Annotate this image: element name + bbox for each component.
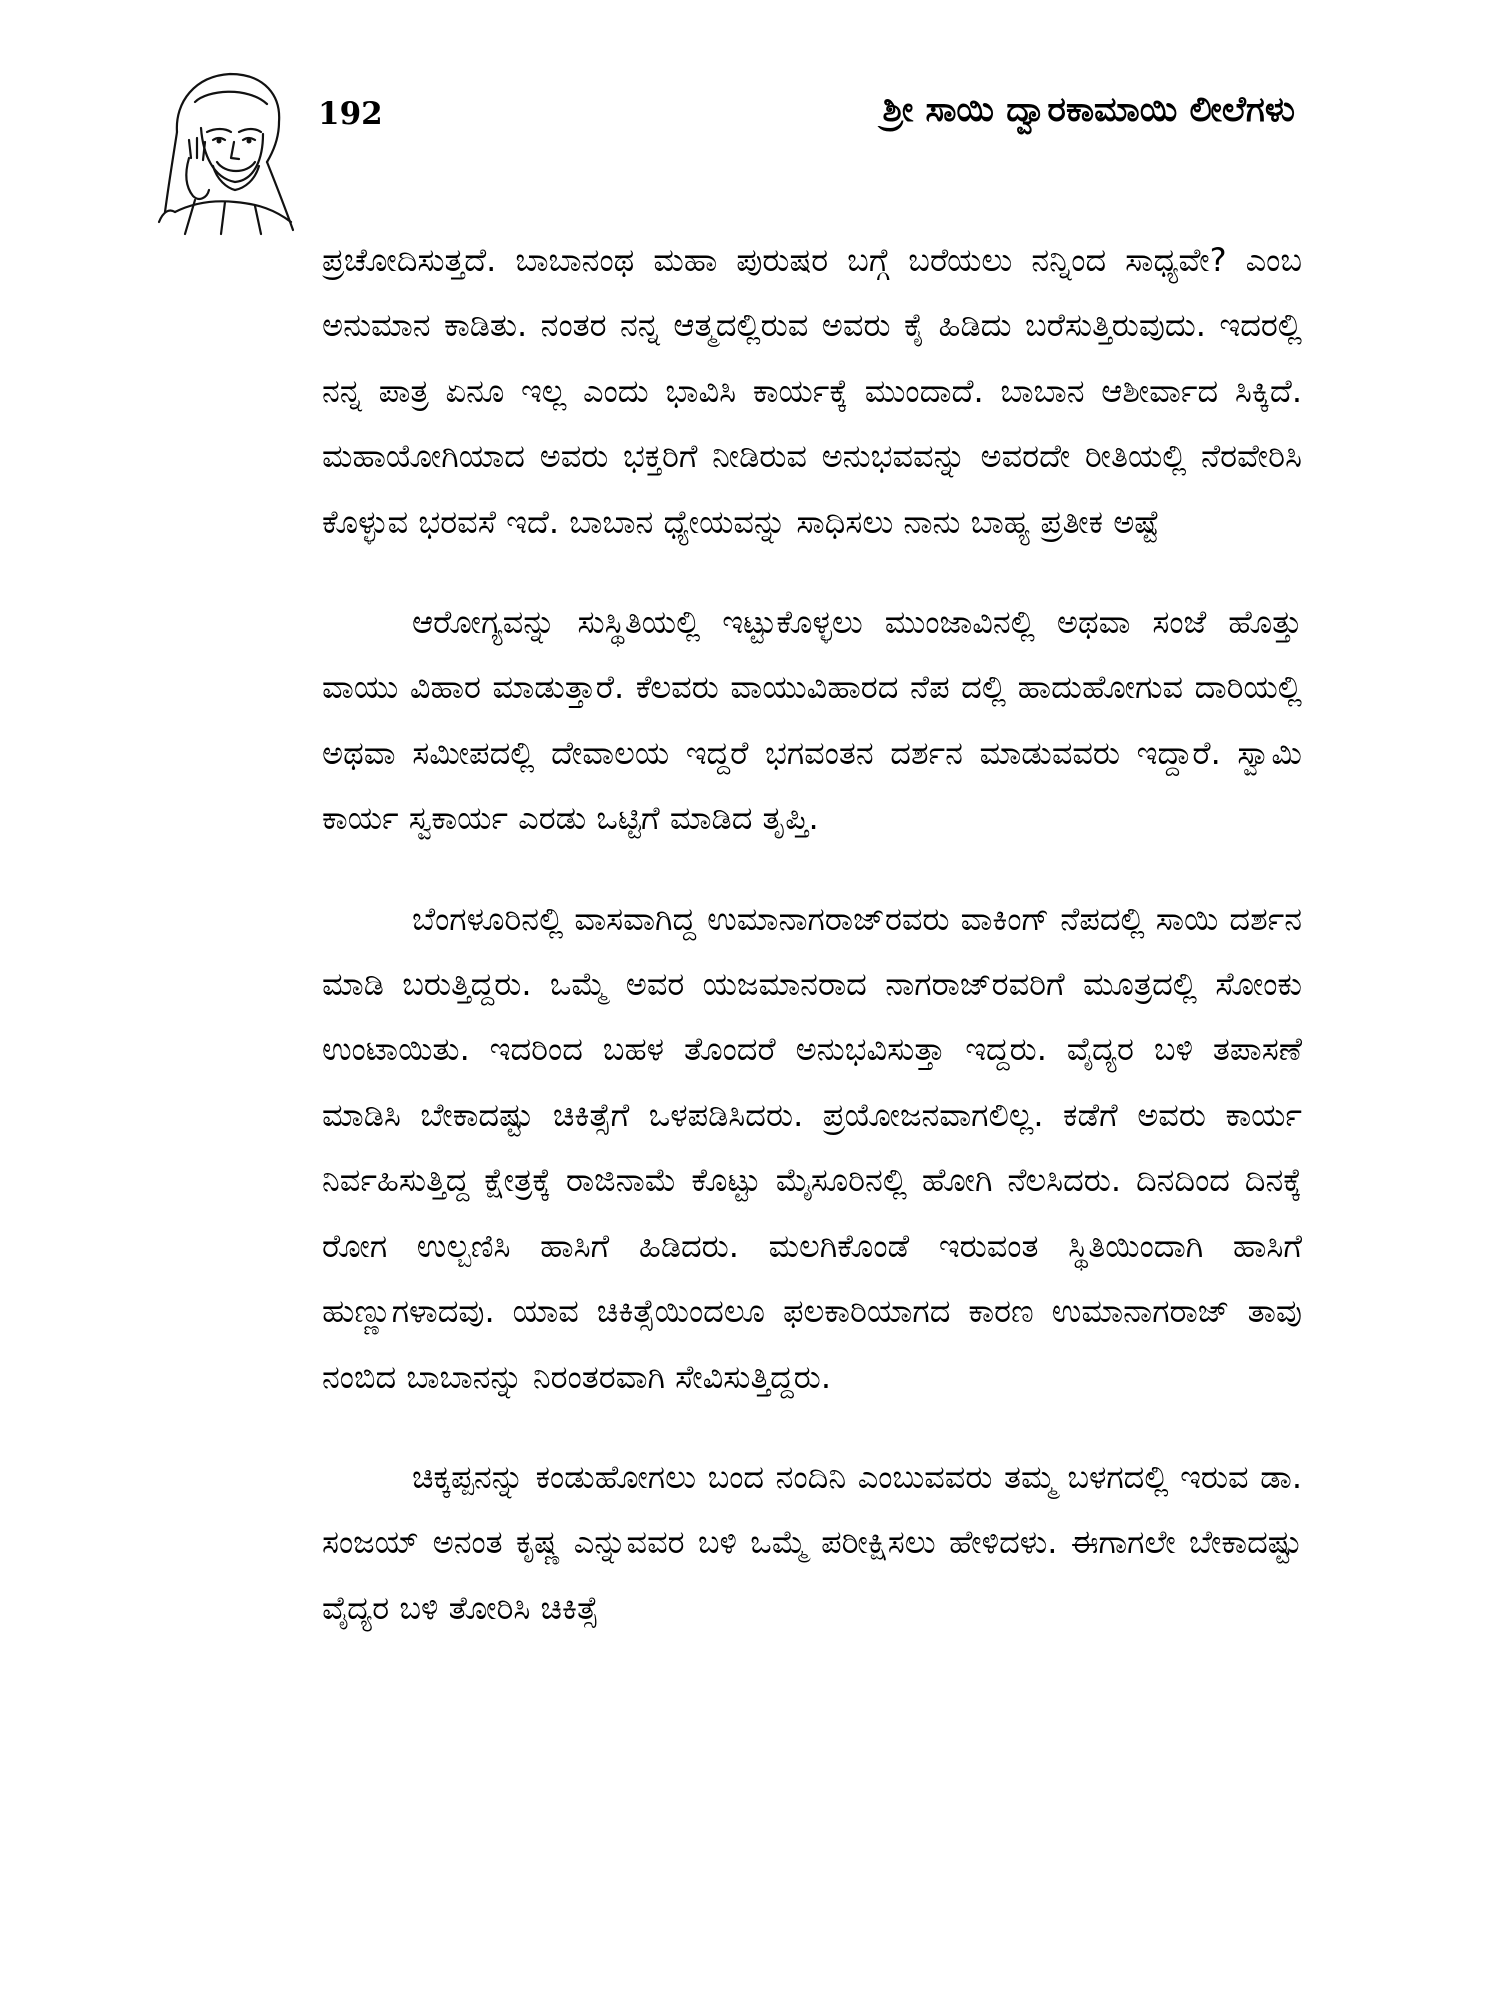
paragraph: ಪ್ರಚೋದಿಸುತ್ತದೆ. ಬಾಬಾನಂಥ ಮಹಾ ಪುರುಷರ ಬಗ್ಗೆ ಬರೆಯಲು ನನ್ನಿಂದ ಸಾಧ್ಯವೇ? ಎಂಬ ಅನುಮಾನ ಕಾಡಿತು. ನಂತರ ನನ್ನ ಆತ್ಮದಲ್ಲಿರುವ ಅವರು ಕೈ ಹಿಡಿದು ಬರೆಸುತ್ತಿರುವುದು. ಇದರಲ್ಲಿ ನನ್ನ ಪಾತ್ರ ಏನೂ ಇಲ್ಲ ಎಂದು ಭಾವಿಸಿ ಕಾರ್ಯಕ್ಕೆ ಮುಂದಾದೆ. ಬಾಬಾನ ಆಶೀರ್ವಾದ ಸಿಕ್ಕಿದೆ. ಮಹಾಯೋಗಿಯಾದ ಅವರು ಭಕ್ತರಿಗೆ ನೀಡಿರುವ ಅನುಭವವನ್ನು ಅವರದೇ ರೀತಿಯಲ್ಲಿ ನೆರವೇರಿಸಿ ಕೊಳ್ಳುವ ಭರವಸೆ ಇದೆ. ಬಾಬಾನ ಧ್ಯೇಯವನ್ನು ಸಾಧಿಸಲು ನಾನು ಬಾಹ್ಯ ಪ್ರತೀಕ ಅಷ್ಟೆ <box>322 241 1302 541</box>
sai-baba-portrait-icon <box>155 62 310 237</box>
running-title: ಶ್ರೀ ಸಾಯಿ ದ್ವಾರಕಾಮಾಯಿ ಲೀಲೆಗಳು <box>882 90 1295 130</box>
paragraph: ಆರೋಗ್ಯವನ್ನು ಸುಸ್ಥಿತಿಯಲ್ಲಿ ಇಟ್ಟುಕೊಳ್ಳಲು ಮುಂಜಾವಿನಲ್ಲಿ ಅಥವಾ ಸಂಜೆ ಹೊತ್ತು ವಾಯು ವಿಹಾರ ಮಾಡುತ್ತಾರೆ. ಕೆಲವರು ವಾಯುವಿಹಾರದ ನೆಪ ದಲ್ಲಿ ಹಾದುಹೋಗುವ ದಾರಿಯಲ್ಲಿ ಅಥವಾ ಸಮೀಪದಲ್ಲಿ ದೇವಾಲಯ ಇದ್ದರೆ ಭಗವಂತನ ದರ್ಶನ ಮಾಡುವವರು ಇದ್ದಾರೆ. ಸ್ವಾಮಿ ಕಾರ್ಯ ಸ್ವಕಾರ್ಯ ಎರಡು ಒಟ್ಟಿಗೆ ಮಾಡಿದ ತೃಪ್ತಿ. <box>322 603 1302 838</box>
page-number: 192 <box>318 96 383 132</box>
paragraph: ಚಿಕ್ಕಪ್ಪನನ್ನು ಕಂಡುಹೋಗಲು ಬಂದ ನಂದಿನಿ ಎಂಬುವವರು ತಮ್ಮ ಬಳಗದಲ್ಲಿ ಇರುವ ಡಾ. ಸಂಜಯ್ ಅನಂತ ಕೃಷ್ಣ ಎನ್ನುವವರ ಬಳಿ ಒಮ್ಮೆ ಪರೀಕ್ಷಿಸಲು ಹೇಳಿದಳು. ಈಗಾಗಲೇ ಬೇಕಾದಷ್ಟು ವೈದ್ಯರ ಬಳಿ ತೋರಿಸಿ ಚಿಕಿತ್ಸೆ <box>322 1457 1302 1627</box>
paragraph: ಬೆಂಗಳೂರಿನಲ್ಲಿ ವಾಸವಾಗಿದ್ದ ಉಮಾನಾಗರಾಜ್‌ರವರು ವಾಕಿಂಗ್ ನೆಪದಲ್ಲಿ ಸಾಯಿ ದರ್ಶನ ಮಾಡಿ ಬರುತ್ತಿದ್ದರು. ಒಮ್ಮೆ ಅವರ ಯಜಮಾನರಾದ ನಾಗರಾಜ್‌ರವರಿಗೆ ಮೂತ್ರದಲ್ಲಿ ಸೋಂಕು ಉಂಟಾಯಿತು. ಇದರಿಂದ ಬಹಳ ತೊಂದರೆ ಅನುಭವಿಸುತ್ತಾ ಇದ್ದರು. ವೈದ್ಯರ ಬಳಿ ತಪಾಸಣೆ ಮಾಡಿಸಿ ಬೇಕಾದಷ್ಟು ಚಿಕಿತ್ಸೆಗೆ ಒಳಪಡಿಸಿದರು. ಪ್ರಯೋಜನವಾಗಲಿಲ್ಲ. ಕಡೆಗೆ ಅವರು ಕಾರ್ಯ ನಿರ್ವಹಿಸುತ್ತಿದ್ದ ಕ್ಷೇತ್ರಕ್ಕೆ ರಾಜಿನಾಮೆ ಕೊಟ್ಟು ಮೈಸೂರಿನಲ್ಲಿ ಹೋಗಿ ನೆಲಸಿದರು. ದಿನದಿಂದ ದಿನಕ್ಕೆ ರೋಗ ಉಲ್ಬಣಿಸಿ ಹಾಸಿಗೆ ಹಿಡಿದರು. ಮಲಗಿಕೊಂಡೆ ಇರುವಂತ ಸ್ಥಿತಿಯಿಂದಾಗಿ ಹಾಸಿಗೆ ಹುಣ್ಣುಗಳಾದವು. ಯಾವ ಚಿಕಿತ್ಸೆಯಿಂದಲೂ ಫಲಕಾರಿಯಾಗದ ಕಾರಣ ಉಮಾನಾಗರಾಜ್ ತಾವು ನಂಬಿದ ಬಾಬಾನನ್ನು ನಿರಂತರವಾಗಿ ಸೇವಿಸುತ್ತಿದ್ದರು. <box>322 899 1302 1396</box>
body-text <box>322 228 1302 1641</box>
